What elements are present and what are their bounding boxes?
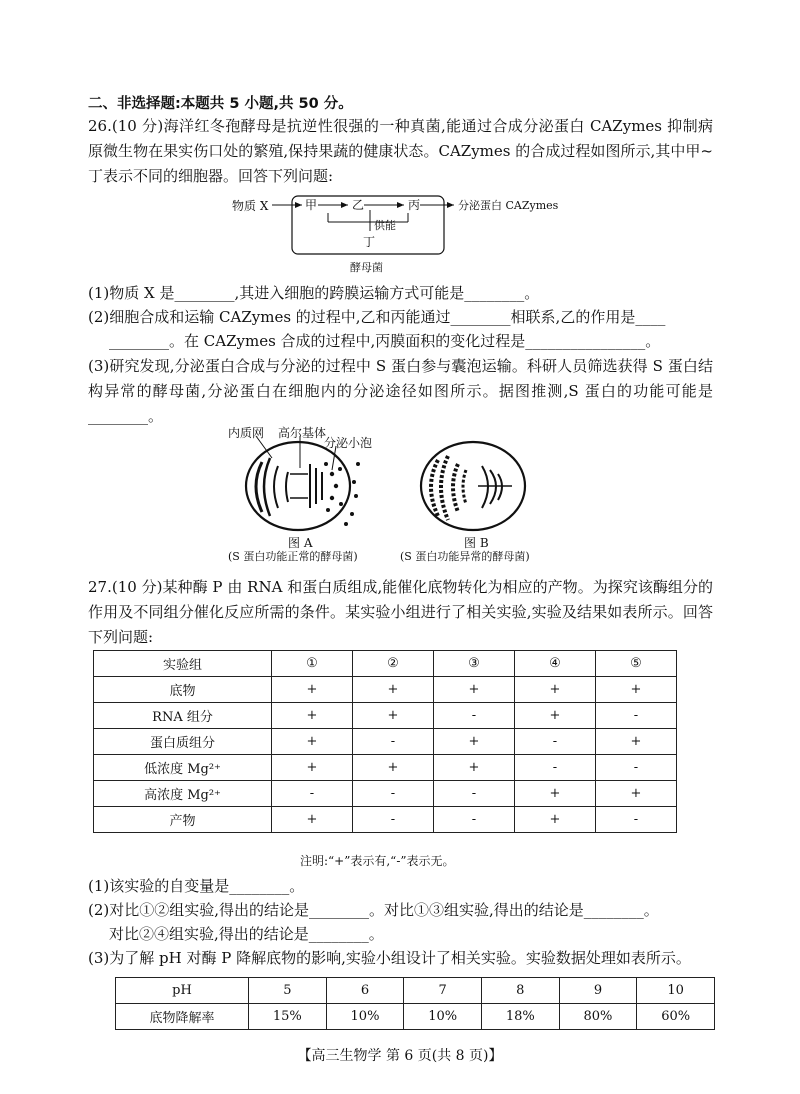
table-row (94, 807, 677, 833)
table-header-cell: 9 (559, 978, 637, 1004)
table-cell: 产物 (94, 807, 272, 833)
table-cell: 80% (559, 1004, 637, 1030)
table-cell: 底物降解率 (116, 1004, 249, 1030)
table-cell: 10% (404, 1004, 482, 1030)
table-row (94, 781, 677, 807)
table-cell: + (353, 755, 434, 781)
table-cell: 低浓度 Mg²⁺ (94, 755, 272, 781)
table-cell: - (353, 807, 434, 833)
table-cell: - (515, 755, 596, 781)
table-header-cell: ⑤ (596, 651, 677, 677)
table-header-cell: 实验组 (94, 651, 272, 677)
organelle-yi: 乙 (352, 198, 365, 212)
table-cell: 60% (637, 1004, 715, 1030)
table-cell: + (272, 703, 353, 729)
golgi-label: 高尔基体 (278, 426, 327, 440)
table-cell: RNA 组分 (94, 703, 272, 729)
fig-a-label: 图 A (288, 536, 313, 550)
table-header-cell: ① (272, 651, 353, 677)
table-cell: + (596, 781, 677, 807)
table-cell: + (353, 677, 434, 703)
organelle-bing: 丙 (408, 198, 421, 212)
q26-intro: 26.(10 分)海洋红冬孢酵母是抗逆性很强的一种真菌,能通过合成分泌蛋白 CAZymes 抑制病原微生物在果实伤口处的繁殖,保持果蔬的健康状态。CAZymes 的合成过程如图所示,其中甲~丁表示不同的细胞器。回答下列问题: (88, 117, 713, 185)
energy-label: 供能 (374, 219, 396, 232)
table-cell: - (272, 781, 353, 807)
table-cell: 10% (326, 1004, 404, 1030)
table-row (94, 677, 677, 703)
table-cell: - (434, 807, 515, 833)
flow-diagram (232, 193, 562, 273)
table-cell: - (596, 807, 677, 833)
table-cell: + (272, 755, 353, 781)
table-header-row (94, 651, 677, 677)
table-cell: + (272, 807, 353, 833)
table-cell: + (515, 807, 596, 833)
table-cell: - (515, 729, 596, 755)
ph-data-row (116, 1004, 715, 1030)
q27-sub2-a: (2)对比①②组实验,得出的结论是________。对比①③组实验,得出的结论是________。 (88, 901, 659, 919)
er-label: 内质网 (228, 426, 265, 440)
vesicle-label: 分泌小泡 (324, 436, 373, 450)
table-header-cell: ③ (434, 651, 515, 677)
table-cell: - (434, 703, 515, 729)
cell-figure (228, 424, 548, 564)
table-cell: + (434, 755, 515, 781)
table-cell: + (353, 703, 434, 729)
table-cell: + (596, 677, 677, 703)
table-header-cell: ④ (515, 651, 596, 677)
q26-sub3: (3)研究发现,分泌蛋白合成与分泌的过程中 S 蛋白参与囊泡运输。科研人员筛选获得 S 蛋白结构异常的酵母菌,分泌蛋白在细胞内的分泌途径如图所示。据图推测,S 蛋白的功能可能是________。 (88, 357, 713, 425)
q27-intro: 27.(10 分)某种酶 P 由 RNA 和蛋白质组成,能催化底物转化为相应的产物。为探究该酶组分的作用及不同组分催化反应所需的条件。某实验小组进行了相关实验,实验及结果如表所示。回答下列问题: (88, 578, 713, 646)
table-cell: 蛋白质组分 (94, 729, 272, 755)
table-note: 注明:“+”表示有,“-”表示无。 (300, 854, 455, 868)
fig-a-caption: (S 蛋白功能正常的酵母菌) (228, 550, 358, 563)
table-cell: - (596, 703, 677, 729)
table-cell: + (515, 703, 596, 729)
q27-sub2-b: 对比②④组实验,得出的结论是________。 (109, 925, 384, 943)
ph-header-row (116, 978, 715, 1004)
q26-sub2-a: (2)细胞合成和运输 CAZymes 的过程中,乙和丙能通过________相联系,乙的作用是____ (88, 308, 666, 326)
table-cell: + (434, 677, 515, 703)
table-cell: + (272, 729, 353, 755)
table-header-cell: 10 (637, 978, 715, 1004)
table-cell: + (272, 677, 353, 703)
fig-b-label: 图 B (464, 536, 489, 550)
table-header-cell: 7 (404, 978, 482, 1004)
organelle-jia: 甲 (305, 198, 318, 212)
page-footer: 【高三生物学 第 6 页(共 8 页)】 (297, 1048, 503, 1064)
table-cell: 18% (481, 1004, 559, 1030)
table-cell: 高浓度 Mg²⁺ (94, 781, 272, 807)
table-row (94, 703, 677, 729)
table-row (94, 755, 677, 781)
fig-b-caption: (S 蛋白功能异常的酵母菌) (400, 550, 530, 563)
table-cell: - (434, 781, 515, 807)
table-header-cell: 6 (326, 978, 404, 1004)
organelle-ding: 丁 (363, 235, 376, 249)
table-cell: 15% (249, 1004, 327, 1030)
table-cell: - (353, 729, 434, 755)
experiment-table (93, 650, 677, 833)
q27-sub3: (3)为了解 pH 对酶 P 降解底物的影响,实验小组设计了相关实验。实验数据处理如表所示。 (88, 949, 691, 967)
table-header-cell: 5 (249, 978, 327, 1004)
q26-sub1: (1)物质 X 是________,其进入细胞的跨膜运输方式可能是________。 (88, 284, 540, 302)
yeast-label: 酵母菌 (350, 261, 383, 274)
table-header-cell: pH (116, 978, 249, 1004)
q27-sub1: (1)该实验的自变量是________。 (88, 877, 305, 895)
table-cell: - (596, 755, 677, 781)
section-title: 二、非选择题:本题共 5 小题,共 50 分。 (88, 96, 353, 112)
q26-sub2-b: ________。在 CAZymes 合成的过程中,丙膜面积的变化过程是________________。 (109, 332, 661, 350)
table-cell: + (515, 781, 596, 807)
table-cell: + (434, 729, 515, 755)
table-header-cell: 8 (481, 978, 559, 1004)
substance-x-label: 物质 X (232, 199, 269, 213)
table-header-cell: ② (353, 651, 434, 677)
table-cell: + (515, 677, 596, 703)
table-cell: - (353, 781, 434, 807)
table-cell: + (596, 729, 677, 755)
ph-table (115, 977, 715, 1030)
table-cell: 底物 (94, 677, 272, 703)
table-row (94, 729, 677, 755)
secreted-protein-label: 分泌蛋白 CAZymes (458, 199, 559, 212)
